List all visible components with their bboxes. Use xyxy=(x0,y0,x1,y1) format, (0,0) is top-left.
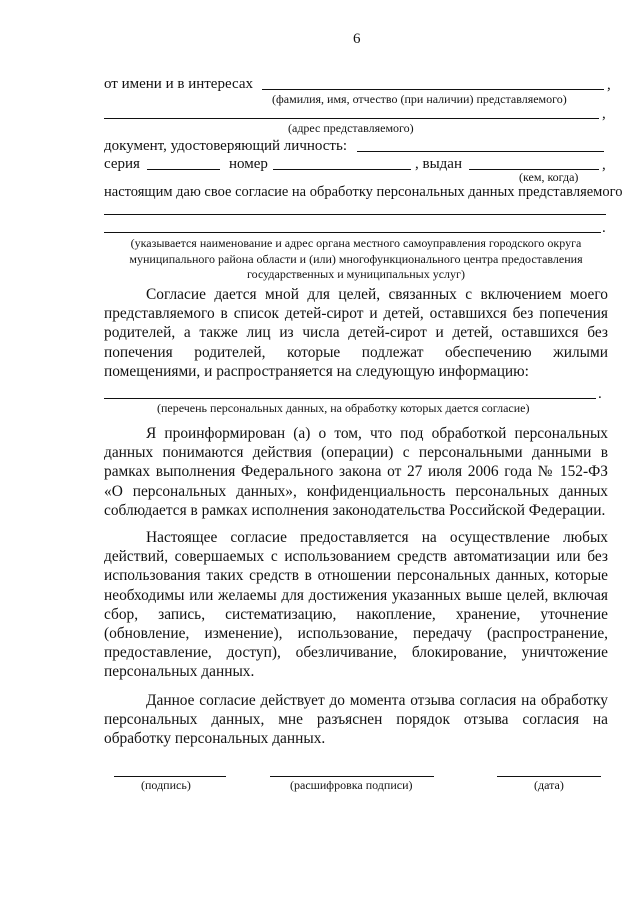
series-label: серия xyxy=(104,156,140,172)
organization-field-line-2[interactable] xyxy=(104,232,601,233)
number-label: номер xyxy=(229,156,268,172)
consent-intro: настоящим даю свое согласие на обработку персональных данных представляемого xyxy=(104,184,623,200)
informed-paragraph: Я проинформирован (а) о том, что под обработкой персональных данных понимаются действия (операции) с персональными данными в рамках выполнения Федерального закона от 27 июля 2006 года № 152-ФЗ «О персональных данных», конфиденциальность персональных данных соблюдается в рамках исполнения законодательства Российской Федерации. xyxy=(104,425,608,519)
validity-paragraph: Данное согласие действует до момента отзыва согласия на обработку персональных данных, мне разъяснен порядок отзыва согласия на обработку персональных данных. xyxy=(104,692,608,748)
signature-field[interactable] xyxy=(114,776,226,777)
personal-data-list-field[interactable] xyxy=(104,398,596,399)
date-caption: (дата) xyxy=(534,778,564,792)
organization-field-line-1[interactable] xyxy=(104,214,606,215)
name-caption: (фамилия, имя, отчество (при наличии) представляемого) xyxy=(272,92,567,106)
signature-transcript-field[interactable] xyxy=(270,776,434,777)
personal-data-caption: (перечень персональных данных, на обработку которых дается согласие) xyxy=(157,401,530,415)
date-field[interactable] xyxy=(497,776,601,777)
period-mark: . xyxy=(602,220,606,236)
representee-address-field[interactable] xyxy=(104,118,599,119)
series-field[interactable] xyxy=(147,169,220,170)
representee-name-field[interactable] xyxy=(262,89,604,90)
page-number: 6 xyxy=(353,31,361,47)
address-caption: (адрес представляемого) xyxy=(288,121,414,135)
signature-transcript-caption: (расшифровка подписи) xyxy=(290,778,413,792)
identity-document-field[interactable] xyxy=(357,151,604,152)
issued-caption: (кем, когда) xyxy=(519,170,579,184)
number-field[interactable] xyxy=(273,169,411,170)
identity-document-label: документ, удостоверяющий личность: xyxy=(104,138,347,154)
comma-mark: , xyxy=(602,106,606,122)
period-mark: . xyxy=(598,386,602,402)
comma-mark: , xyxy=(607,77,611,93)
actions-paragraph: Настоящее согласие предоставляется на осуществление любых действий, совершаемых с использованием средств автоматизации или без использования таких средств в отношении персональных данных, которые необходимы или желаемы для достижения указанных выше целей, включая сбор, запись, систематизацию, накопление, хранение, уточнение (обновление, изменение), использование, передачу (распространение, предоставление, доступ), обезличивание, блокирование, уничтожение персональных данных. xyxy=(104,529,608,681)
signature-caption: (подпись) xyxy=(141,778,191,792)
organization-caption: (указывается наименование и адрес органа местного самоуправления городского округа муниципального района области и (или) многофункционального центра предоставления государственных и муниципальных услуг) xyxy=(129,236,583,281)
issued-label: , выдан xyxy=(415,156,462,172)
on-behalf-label: от имени и в интересах xyxy=(104,76,253,92)
comma-mark: , xyxy=(602,157,606,173)
purpose-paragraph: Согласие дается мной для целей, связанных с включением моего представляемого в список детей-сирот и детей, оставшихся без попечения родителей, а также лиц из числа детей-сирот и детей, оставшихся без попечения родителей, которые подлежат обеспечению жилыми помещениями, и распространяется на следующую информацию: xyxy=(104,286,608,380)
